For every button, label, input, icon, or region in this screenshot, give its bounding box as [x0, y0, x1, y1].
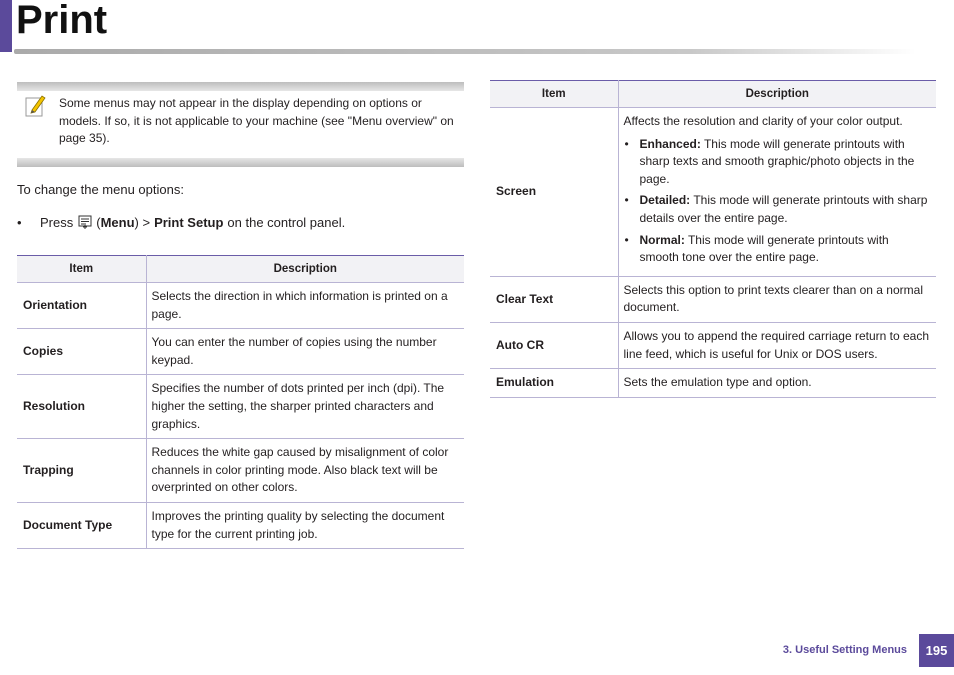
table-row — [17, 439, 464, 503]
option-text: This mode will generate printouts with smooth tone over the entire page. — [639, 232, 889, 265]
screen-description: Affects the resolution and clarity of your color output. — [623, 114, 903, 128]
option-name: Normal: — [639, 232, 685, 247]
table-row — [490, 322, 936, 368]
row-item: Orientation — [17, 283, 146, 329]
list-item — [624, 232, 931, 267]
row-item: Screen — [490, 108, 618, 277]
chapter-footer: 3. Useful Setting Menus — [782, 644, 907, 656]
row-description: Reduces the white gap caused by misalignment of color channels in color printing mode. Also black text will be overprinted on other colors. — [146, 439, 464, 503]
row-item: Clear Text — [490, 276, 618, 322]
row-item: Resolution — [17, 375, 146, 439]
note-text: Some menus may not appear in the display depending on options or models. If so, it is not applicable to your machine (see "Menu overview" on page 35). — [59, 96, 454, 145]
bullet: • — [17, 215, 22, 230]
row-item: Copies — [17, 329, 146, 375]
open-paren: ( — [96, 215, 101, 230]
list-item — [624, 136, 931, 189]
row-item: Document Type — [17, 502, 146, 548]
table-row — [17, 329, 464, 375]
press-label: Press — [40, 215, 74, 230]
table-row — [17, 283, 464, 329]
intro-text: To change the menu options: — [17, 182, 184, 197]
row-description: Improves the printing quality by selecting the document type for the current printing job. — [146, 502, 464, 548]
option-text: This mode will generate printouts with sharp texts and smooth graphic/photo objects in the page. — [639, 136, 915, 186]
menu-icon — [78, 215, 92, 230]
table-row — [490, 276, 936, 322]
option-name: Detailed: — [639, 193, 691, 208]
accent-side-bar — [0, 0, 12, 52]
description-header: Description — [618, 81, 936, 108]
menu-label: Menu — [100, 215, 135, 230]
option-name: Enhanced: — [639, 136, 701, 151]
note-top-bar — [17, 82, 464, 91]
table-header-row — [17, 256, 464, 283]
item-header: Item — [17, 256, 146, 283]
table-row — [17, 375, 464, 439]
table-header-row — [490, 81, 936, 108]
table-row — [17, 502, 464, 548]
note-pencil-icon — [25, 94, 47, 118]
separator: ) > — [134, 215, 151, 230]
list-item — [624, 192, 931, 227]
title-divider — [14, 49, 916, 54]
table-row — [490, 369, 936, 398]
print-setup-label: Print Setup — [154, 215, 224, 230]
row-description: Specifies the number of dots printed per inch (dpi). The higher the setting, the sharper printed characters and graphics. — [146, 375, 464, 439]
row-item: Emulation — [490, 369, 618, 398]
row-description: Selects the direction in which information is printed on a page. — [146, 283, 464, 329]
instruction-line — [17, 215, 345, 230]
table-row — [490, 108, 936, 277]
print-options-table-continued — [490, 80, 936, 398]
note-bottom-bar — [17, 158, 464, 167]
print-options-table — [17, 255, 464, 549]
row-item: Auto CR — [490, 322, 618, 368]
row-description: You can enter the number of copies using the number keypad. — [146, 329, 464, 375]
page-number-badge: 195 — [919, 634, 954, 667]
row-description — [618, 108, 936, 277]
option-text: This mode will generate printouts with sharp details over the entire page. — [639, 193, 928, 225]
row-item: Trapping — [17, 439, 146, 503]
note-box — [17, 82, 464, 167]
screen-options-list — [624, 136, 931, 267]
row-description: Allows you to append the required carriage return to each line feed, which is useful for Unix or DOS users. — [618, 322, 936, 368]
row-description: Selects this option to print texts clearer than on a normal document. — [618, 276, 936, 322]
description-header: Description — [146, 256, 464, 283]
instruction-suffix: on the control panel. — [227, 215, 346, 230]
page-title: Print — [16, 0, 108, 42]
item-header: Item — [490, 81, 618, 108]
row-description: Sets the emulation type and option. — [618, 369, 936, 398]
